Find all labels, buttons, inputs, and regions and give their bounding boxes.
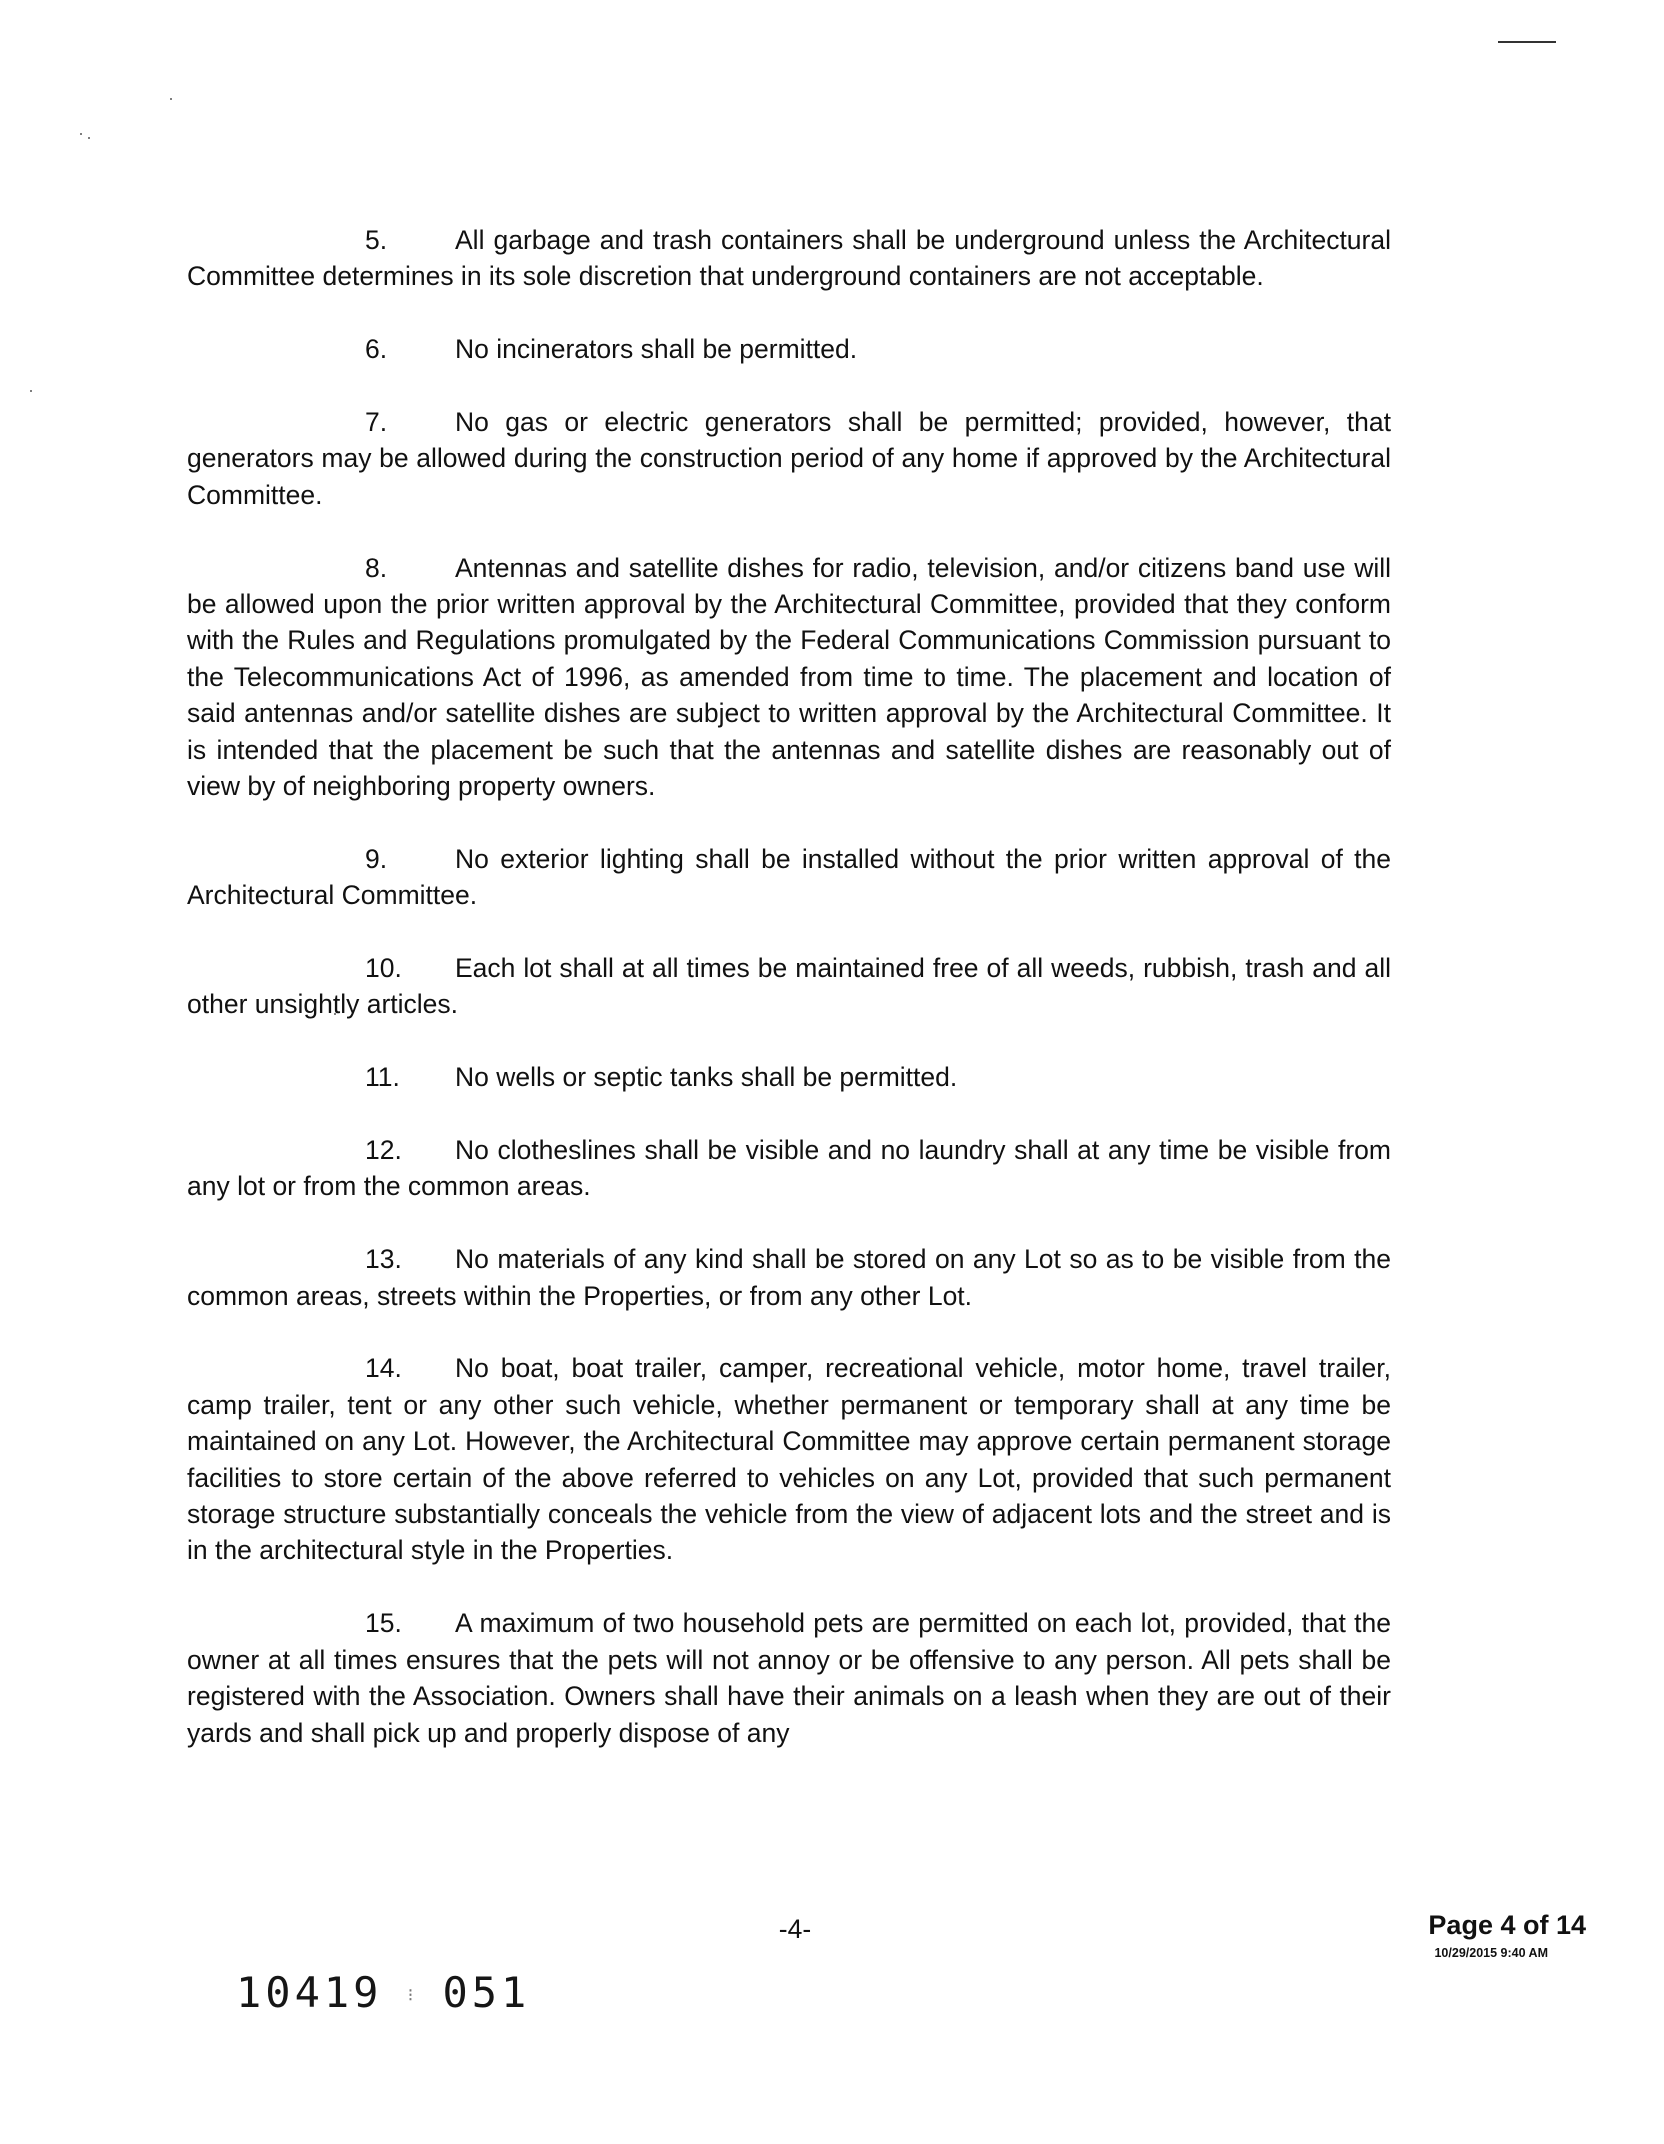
paragraph-text: A maximum of two household pets are permitted on each lot, provided, that the owner at all times ensures that the pets will not annoy or be offensive to any person. All pets shall be registered with the Association. Owners shall have their animals on a leash when they are out of their yards and shall pick up and properly dispose of any	[187, 1608, 1391, 1748]
recording-timestamp: 10/29/2015 9:40 AM	[1434, 1946, 1548, 1960]
paragraph-10	[187, 950, 1391, 1023]
paragraph-number: 15.	[365, 1608, 402, 1639]
paragraph-14	[187, 1350, 1391, 1568]
paragraph-5	[187, 222, 1391, 295]
top-rule-line	[1498, 41, 1556, 43]
paragraph-11	[187, 1059, 1391, 1095]
paragraph-number: 5.	[365, 225, 388, 255]
paragraph-6	[187, 331, 1391, 367]
paragraph-7	[187, 404, 1391, 513]
scan-speck	[170, 98, 172, 100]
paragraph-number: 9.	[365, 843, 388, 874]
document-body	[187, 222, 1391, 1787]
scan-speck	[88, 137, 90, 139]
scan-speck	[30, 390, 32, 392]
paragraph-number: 10.	[365, 953, 402, 984]
paragraph-text: Each lot shall at all times be maintained free of all weeds, rubbish, trash and all other unsightly articles.	[187, 953, 1391, 1020]
paragraph-text: No exterior lighting shall be installed without the prior written approval of the Architectural Committee.	[187, 843, 1391, 911]
recording-stamp	[236, 1968, 530, 2017]
paragraph-text: No gas or electric generators shall be permitted; provided, however, that generators may be allowed during the construction period of any home if approved by the Architectural Committee.	[187, 407, 1391, 510]
paragraph-text: No boat, boat trailer, camper, recreational vehicle, motor home, travel trailer, camp trailer, tent or any other such vehicle, whether permanent or temporary shall at any time be maintained on any Lot. However, the Architectural Committee may approve certain permanent storage facilities to store certain of the above referred to vehicles on any Lot, provided that such permanent storage structure substantially conceals the vehicle from the view of adjacent lots and the street and is in the architectural style in the Properties.	[187, 1353, 1391, 1566]
paragraph-text: Antennas and satellite dishes for radio, television, and/or citizens band use will be allowed upon the prior written approval by the Architectural Committee, provided that they conform with the Rules and Regulations promulgated by the Federal Communications Commission pursuant to the Telecommunications Act of 1996, as amended from time to time. The placement and location of said antennas and/or satellite dishes are subject to written approval by the Architectural Committee. It is intended that the placement be such that the antennas and satellite dishes are reasonably out of view by of neighboring property owners.	[187, 552, 1391, 802]
paragraph-text: No clotheslines shall be visible and no laundry shall at any time be visible from any lot or from the common areas.	[187, 1135, 1391, 1202]
paragraph-number: 11.	[365, 1062, 400, 1093]
paragraph-number: 13.	[365, 1244, 402, 1275]
paragraph-text: No incinerators shall be permitted.	[455, 334, 858, 365]
recording-page-number: 051	[442, 1968, 531, 2017]
paragraph-number: 12.	[365, 1135, 402, 1166]
paragraph-text: No wells or septic tanks shall be permitted.	[455, 1062, 958, 1093]
paragraph-text: All garbage and trash containers shall be underground unless the Architectural Committee determines in its sole discretion that underground containers are not acceptable.	[187, 225, 1391, 292]
paragraph-number: 8.	[365, 552, 388, 583]
paragraph-number: 7.	[365, 407, 388, 437]
page-number: -4-	[778, 1914, 812, 1944]
page-count-label: Page 4 of 14	[1428, 1910, 1586, 1940]
paragraph-text: No materials of any kind shall be stored on any Lot so as to be visible from the common areas, streets within the Properties, or from any other Lot.	[187, 1244, 1391, 1311]
paragraph-15	[187, 1605, 1391, 1751]
paragraph-9	[187, 841, 1391, 914]
paragraph-number: 14.	[365, 1353, 402, 1384]
paragraph-13	[187, 1241, 1391, 1314]
paragraph-12	[187, 1132, 1391, 1205]
recording-book-number: 10419	[236, 1968, 383, 2017]
paragraph-8	[187, 550, 1391, 805]
scan-speck	[80, 133, 82, 135]
recording-separator: ⁝	[407, 1985, 418, 2006]
paragraph-number: 6.	[365, 334, 388, 365]
